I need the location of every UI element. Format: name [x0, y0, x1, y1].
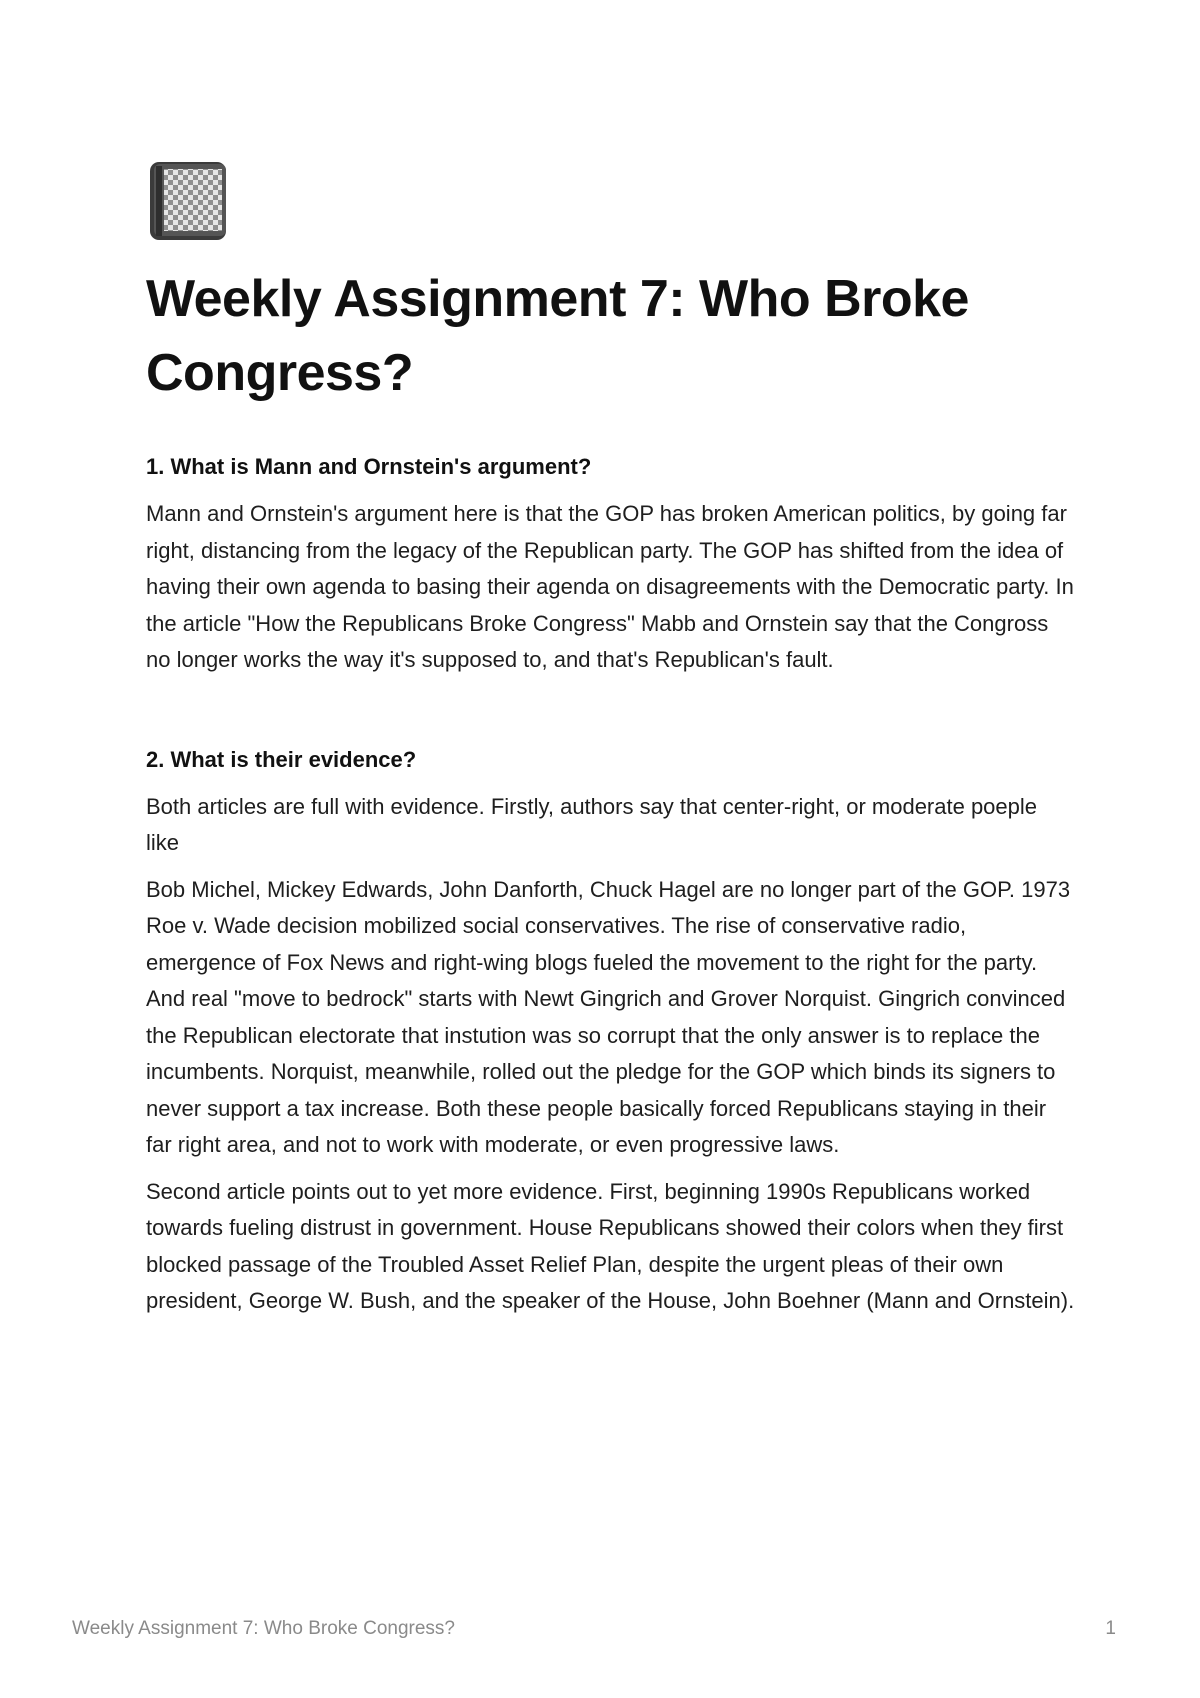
section-gap: [146, 689, 1076, 745]
answer-paragraph: Second article points out to yet more evidence. First, beginning 1990s Republicans worked towards fueling distrust in government. House Republicans showed their colors when they first blocked passage of the Troubled Asset Relief Plan, despite the urgent pleas of their own president, George W. Bush, and the speaker of the House, John Boehner (Mann and Ornstein).: [146, 1178, 1075, 1313]
book-cover-icon: [148, 160, 230, 242]
question-heading: 1. What is Mann and Ornstein's argument?: [146, 454, 592, 479]
question-heading: 2. What is their evidence?: [146, 746, 417, 772]
answer-paragraph: Mann and Ornstein's argument here is that the GOP has broken American politics, by going far right, distancing from the legacy of the Republican party. The GOP has shifted from the idea of having their own agenda to basing their agenda on disagreements with the Democratic party. In the article "How the Republicans Broke Congress" Mabb and Ornstein say that the Congross no longer works the way it's supposed to, and that's Republican's fault.: [146, 501, 1074, 672]
question-section-1: [146, 452, 1076, 679]
document-body: [146, 452, 1076, 1330]
footer-page-number: 1: [1105, 1618, 1116, 1639]
footer-document-title: Weekly Assignment 7: Who Broke Congress?: [72, 1618, 455, 1639]
answer-paragraph: Bob Michel, Mickey Edwards, John Danforth, Chuck Hagel are no longer part of the GOP. 1973 Roe v. Wade decision mobilized social conservatives. The rise of conservative radio, emergence of Fox News and right-wing blogs fueled the movement to the right for the party. And real "move to bedrock" starts with Newt Gingrich and Grover Norquist. Gingrich convinced the Republican electorate that instution was so corrupt that the only answer is to replace the incumbents. Norquist, meanwhile, rolled out the pledge for the GOP which binds its signers to never support a tax increase. Both these people basically forced Republicans staying in their far right area, and not to work with moderate, or even progressive laws.: [146, 876, 1071, 1157]
answer-paragraph: Both articles are full with evidence. Firstly, authors say that center-right, or moderate poeple like: [146, 793, 1038, 855]
page-title: Weekly Assignment 7: Who Broke Congress?: [146, 270, 969, 402]
question-section-2: [146, 745, 1076, 1320]
